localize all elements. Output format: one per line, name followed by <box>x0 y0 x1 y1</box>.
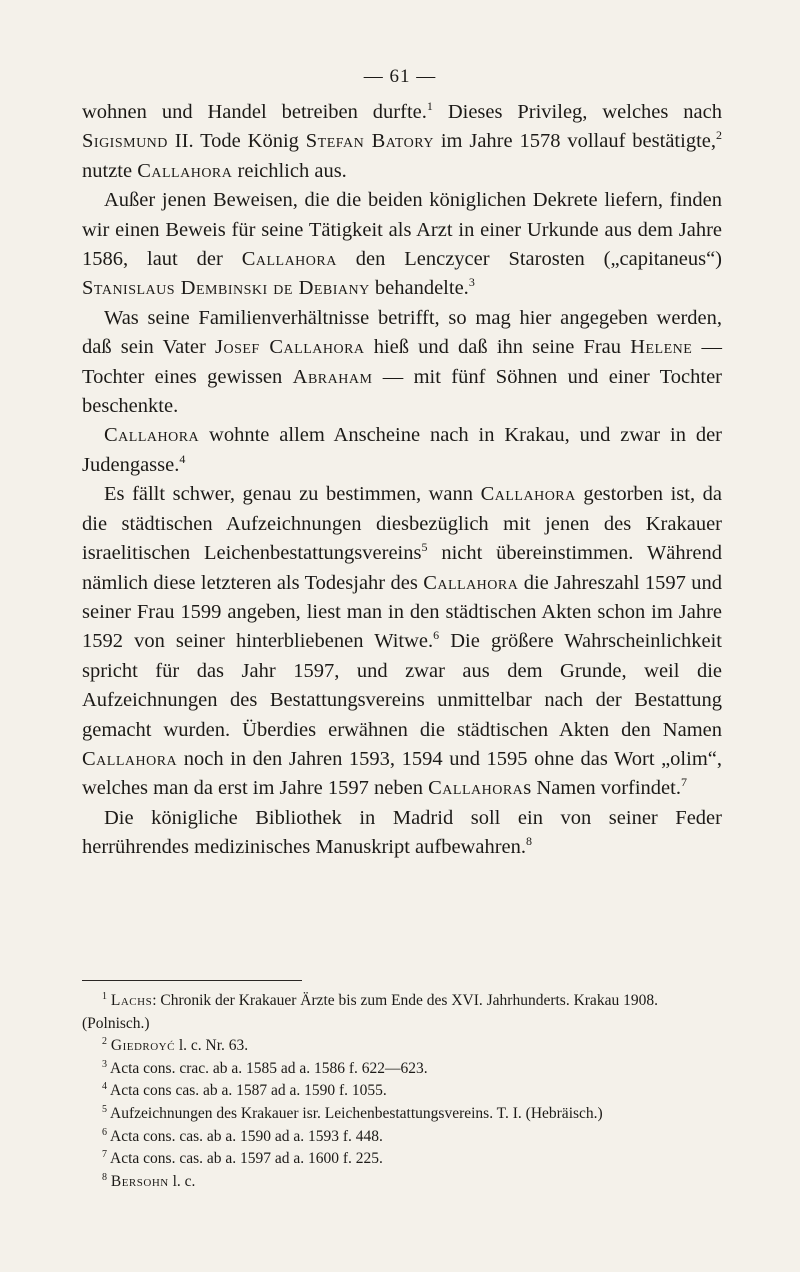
footnote-ref: 8 <box>526 834 533 849</box>
paragraph-5 <box>82 480 722 803</box>
footnote <box>82 1103 722 1126</box>
paragraph-2 <box>82 186 722 304</box>
person-name: Callahora <box>137 159 233 182</box>
main-text <box>82 98 722 863</box>
text-run: s Namen vorfindet. <box>523 777 681 800</box>
person-name: Sigismund <box>82 130 168 153</box>
text-run: Die königliche Bibliothek in Madrid soll ein von seiner Feder herrührendes medizinisches Manuskript aufbewahren. <box>82 806 722 859</box>
text-run: nicht übereinstimmen. Während nämlich diese letzteren als Todesjahr des <box>82 542 722 594</box>
footnote <box>82 990 722 1035</box>
footnote-divider <box>82 980 302 981</box>
footnote-ref: 6 <box>433 628 440 643</box>
footnote <box>82 1148 722 1171</box>
footnote-number: 6 <box>102 1126 107 1138</box>
person-name: Josef Callahora <box>214 336 365 359</box>
text-run: reichlich aus. <box>232 159 347 182</box>
person-name: Abraham <box>292 365 373 388</box>
footnote-number: 5 <box>102 1103 107 1115</box>
text-run: Die größere Wahrscheinlichkeit spricht für das Jahr 1597, und zwar aus dem Grunde, weil die Aufzeichnungen des Bestattungsvereins unmittelbar nach der Bestattung gemacht wurden. Überdies erwähnen die städtischen Akten den Namen <box>82 630 722 741</box>
text-run: gestorben ist, da die städtischen Aufzeichnungen diesbezüglich mit jenen des Krakauer israelitischen Leichenbestattungsvereins <box>82 483 722 565</box>
footnote-text: : Chronik der Krakauer Ärzte bis zum Ende des XVI. Jahrhunderts. Krakau 1908. (Polnisch.) <box>82 992 658 1032</box>
footnote-ref: 1 <box>426 99 433 114</box>
footnote-number: 2 <box>102 1036 107 1048</box>
paragraph-3 <box>82 304 722 422</box>
text-run: — mit fünf Söhnen und einer Tochter beschenkte. <box>82 365 722 418</box>
page-number: — 61 — <box>363 66 437 87</box>
text-run: wohnen und Handel betreiben durfte. <box>82 101 427 123</box>
footnote-text: l. c. Nr. 63. <box>174 1037 249 1055</box>
footnote-number: 8 <box>102 1171 107 1183</box>
person-name: Callahora <box>428 777 524 800</box>
person-name: Callahora <box>82 747 178 770</box>
text-run: behandelte. <box>369 277 469 300</box>
text-run: hieß und daß ihn seine Frau <box>364 336 631 359</box>
text-run: II. Tode König <box>167 130 306 153</box>
footnote-number: 4 <box>102 1081 107 1093</box>
footnote-ref: 4 <box>179 452 186 467</box>
footnote-author: Giedroyć <box>110 1037 175 1055</box>
paragraph-6 <box>82 804 722 863</box>
text-run: nutzte <box>82 159 138 182</box>
footnote <box>82 1035 722 1058</box>
footnote <box>82 1171 722 1194</box>
footnote-number: 1 <box>102 990 107 1002</box>
person-name: Callahora <box>104 424 200 447</box>
footnote-text: l. c. <box>168 1172 196 1190</box>
text-run: Was seine Familienverhältnisse betrifft, so mag hier angegeben werden, daß sein Vater <box>82 306 722 359</box>
text-run: Dieses Privileg, welches nach <box>432 101 722 123</box>
text-run: Außer jenen Beweisen, die die beiden königlichen Dekrete liefern, finden wir einen Beweis für seine Tätigkeit als Arzt in einer Urkunde aus dem Jahre 1586, laut der <box>82 189 722 271</box>
person-name: Callahora <box>480 483 576 506</box>
text-run: die Jahreszahl 1597 und seiner Frau 1599 angeben, liest man in den städtischen Akten schon im Jahre 1592 von seiner hinterbliebenen Witwe. <box>82 571 722 653</box>
footnote <box>82 1126 722 1149</box>
footnote-text: Acta cons. crac. ab a. 1585 ad a. 1586 f. 622—623. <box>110 1059 428 1077</box>
person-name: Callahora <box>241 248 337 271</box>
footnotes <box>82 990 722 1193</box>
footnote-text: Acta cons. cas. ab a. 1597 ad a. 1600 f. 225. <box>110 1150 383 1168</box>
footnote <box>82 1058 722 1081</box>
person-name: Stanislaus Dembinski de Debiany <box>82 277 370 300</box>
person-name: Stefan Batory <box>305 130 434 153</box>
footnote-text: Aufzeichnungen des Krakauer isr. Leichenbestattungsvereins. T. I. (Hebräisch.) <box>110 1104 603 1122</box>
text-run: im Jahre 1578 vollauf bestätigte, <box>433 130 716 153</box>
person-name: Callahora <box>423 571 519 594</box>
text-run: noch in den Jahren 1593, 1594 und 1595 ohne das Wort „olim“, welches man da erst im Jahre 1597 neben <box>82 747 722 800</box>
footnote-text: Acta cons. cas. ab a. 1590 ad a. 1593 f. 448. <box>110 1127 383 1145</box>
footnote-ref: 5 <box>421 540 428 555</box>
text-run: Es fällt schwer, genau zu bestimmen, wann <box>104 483 481 506</box>
footnote-number: 7 <box>102 1149 107 1160</box>
text-run: wohnte allem Anscheine nach in Krakau, und zwar in der Judengasse. <box>82 424 722 476</box>
paragraph-4 <box>82 421 722 480</box>
footnote-author: Lachs <box>110 992 153 1009</box>
text-run: — Tochter eines gewissen <box>82 336 722 388</box>
paragraph-1 <box>82 98 722 186</box>
person-name: Helene <box>630 336 693 359</box>
text-run: den Lenczycer Starosten („capitaneus“) <box>336 248 722 271</box>
footnote <box>82 1080 722 1103</box>
footnote-author: Bersohn <box>110 1172 169 1190</box>
footnote-number: 3 <box>102 1058 107 1070</box>
footnote-ref: 3 <box>468 275 475 290</box>
footnote-text: Acta cons cas. ab a. 1587 ad a. 1590 f. 1055. <box>110 1082 387 1100</box>
footnote-ref: 7 <box>680 775 687 790</box>
footnote-ref: 2 <box>716 128 722 143</box>
